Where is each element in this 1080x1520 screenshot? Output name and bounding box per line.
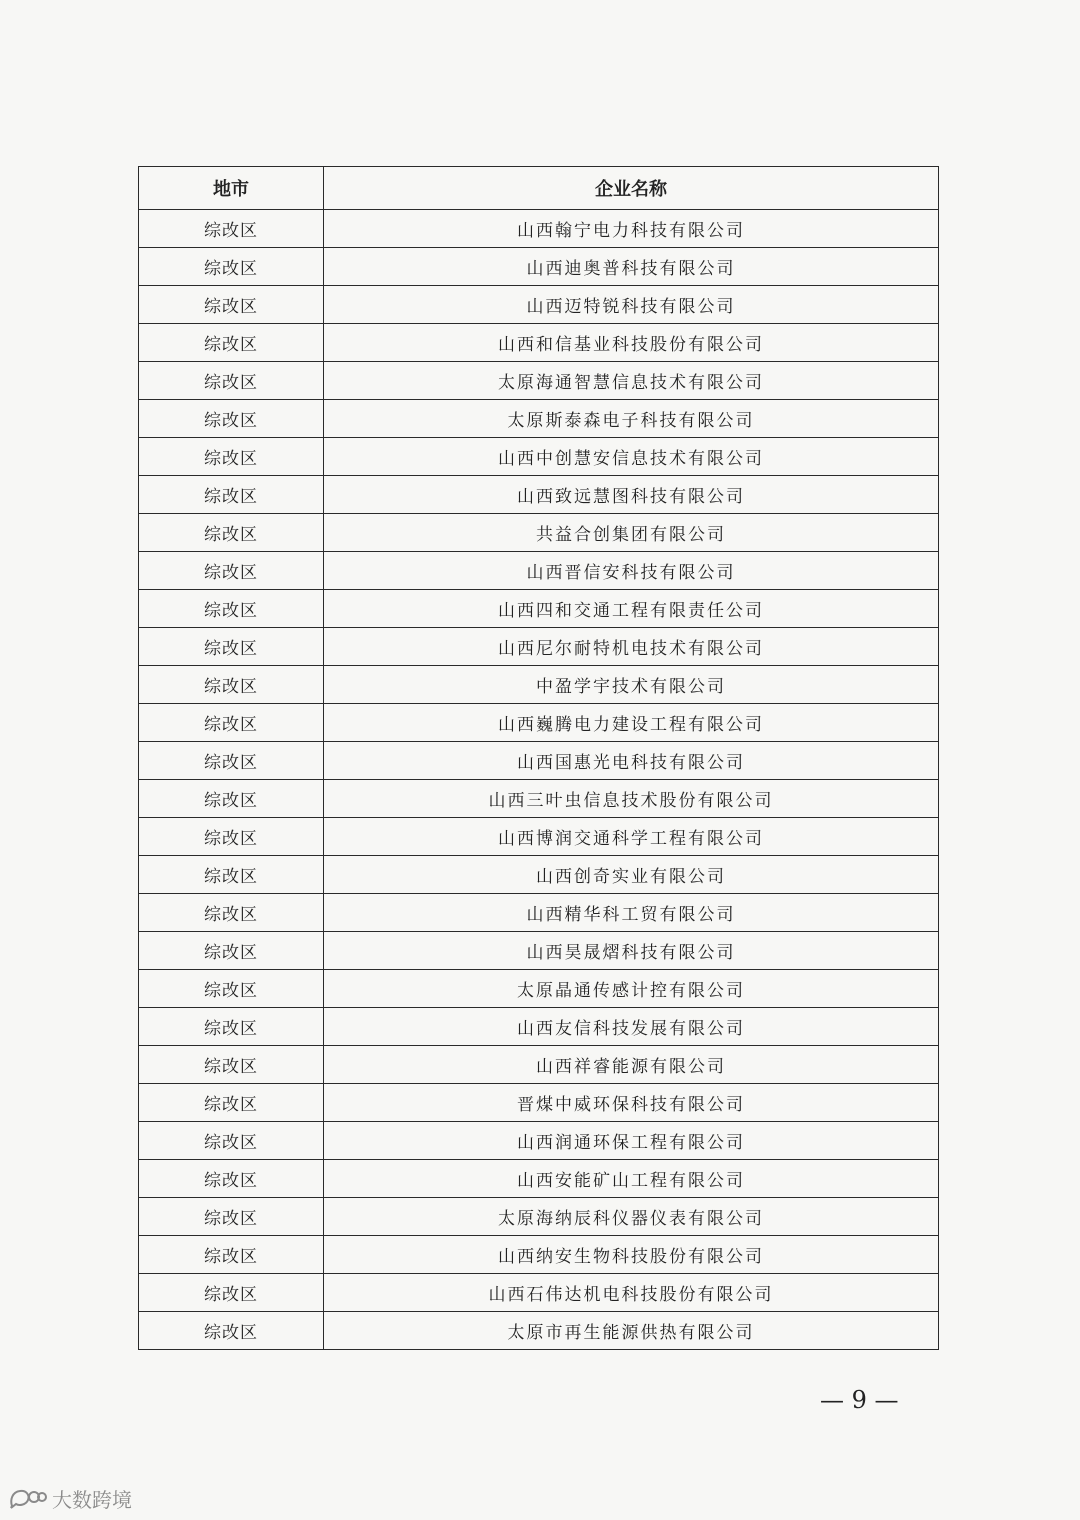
cell-company: 山西尼尔耐特机电技术有限公司: [324, 628, 939, 666]
cell-company: 山西翰宁电力科技有限公司: [324, 210, 939, 248]
page-number: — 9 —: [820, 1386, 899, 1414]
cell-company: 太原晶通传感计控有限公司: [324, 970, 939, 1008]
table-row: [139, 286, 939, 324]
cell-company: 太原海纳辰科仪器仪表有限公司: [324, 1198, 939, 1236]
table-row: [139, 970, 939, 1008]
cell-company: 山西巍腾电力建设工程有限公司: [324, 704, 939, 742]
table-row: [139, 400, 939, 438]
table-row: [139, 362, 939, 400]
cell-company: 山西国惠光电科技有限公司: [324, 742, 939, 780]
table-row: [139, 210, 939, 248]
cell-company: 共益合创集团有限公司: [324, 514, 939, 552]
cell-company: 山西石伟达机电科技股份有限公司: [324, 1274, 939, 1312]
column-header-city: 地市: [139, 167, 324, 210]
watermark-text: 大数跨境: [52, 1488, 132, 1512]
table-row: [139, 856, 939, 894]
table-row: [139, 1084, 939, 1122]
cell-company: 山西致远慧图科技有限公司: [324, 476, 939, 514]
cell-city: 综改区: [139, 818, 324, 856]
cell-city: 综改区: [139, 704, 324, 742]
cell-city: 综改区: [139, 894, 324, 932]
table-row: [139, 552, 939, 590]
table-row: [139, 666, 939, 704]
cell-city: 综改区: [139, 1312, 324, 1350]
cell-city: 综改区: [139, 438, 324, 476]
cell-company: 山西晋信安科技有限公司: [324, 552, 939, 590]
cell-city: 综改区: [139, 476, 324, 514]
cell-city: 综改区: [139, 1122, 324, 1160]
table-row: [139, 818, 939, 856]
cell-city: 综改区: [139, 970, 324, 1008]
cell-city: 综改区: [139, 210, 324, 248]
cell-city: 综改区: [139, 324, 324, 362]
table-row: [139, 324, 939, 362]
cell-city: 综改区: [139, 742, 324, 780]
cell-city: 综改区: [139, 628, 324, 666]
table-row: [139, 894, 939, 932]
cell-city: 综改区: [139, 932, 324, 970]
table-header-row: [139, 167, 939, 210]
cell-city: 综改区: [139, 1236, 324, 1274]
chat-bubble-icon: [8, 1486, 48, 1512]
cell-city: 综改区: [139, 1008, 324, 1046]
cell-company: 山西纳安生物科技股份有限公司: [324, 1236, 939, 1274]
table-row: [139, 1046, 939, 1084]
cell-company: 晋煤中威环保科技有限公司: [324, 1084, 939, 1122]
cell-company: 山西四和交通工程有限责任公司: [324, 590, 939, 628]
table-row: [139, 932, 939, 970]
cell-company: 山西三叶虫信息技术股份有限公司: [324, 780, 939, 818]
cell-city: 综改区: [139, 1084, 324, 1122]
cell-city: 综改区: [139, 248, 324, 286]
table-row: [139, 514, 939, 552]
table-row: [139, 476, 939, 514]
cell-company: 山西润通环保工程有限公司: [324, 1122, 939, 1160]
table-row: [139, 704, 939, 742]
table-row: [139, 248, 939, 286]
cell-city: 综改区: [139, 362, 324, 400]
cell-city: 综改区: [139, 780, 324, 818]
table-row: [139, 1008, 939, 1046]
cell-company: 山西友信科技发展有限公司: [324, 1008, 939, 1046]
cell-company: 山西创奇实业有限公司: [324, 856, 939, 894]
table-row: [139, 1122, 939, 1160]
table-row: [139, 1198, 939, 1236]
table-row: [139, 742, 939, 780]
cell-city: 综改区: [139, 1198, 324, 1236]
cell-company: 太原海通智慧信息技术有限公司: [324, 362, 939, 400]
table-row: [139, 438, 939, 476]
cell-city: 综改区: [139, 666, 324, 704]
cell-city: 综改区: [139, 1160, 324, 1198]
cell-city: 综改区: [139, 590, 324, 628]
cell-city: 综改区: [139, 514, 324, 552]
table-row: [139, 1160, 939, 1198]
enterprise-table: [138, 166, 939, 1350]
cell-company: 太原市再生能源供热有限公司: [324, 1312, 939, 1350]
column-header-company: 企业名称: [324, 167, 939, 210]
cell-city: 综改区: [139, 856, 324, 894]
cell-company: 山西迈特锐科技有限公司: [324, 286, 939, 324]
cell-company: 中盈学宇技术有限公司: [324, 666, 939, 704]
table-row: [139, 628, 939, 666]
cell-company: 山西和信基业科技股份有限公司: [324, 324, 939, 362]
cell-company: 山西祥睿能源有限公司: [324, 1046, 939, 1084]
cell-city: 综改区: [139, 400, 324, 438]
cell-city: 综改区: [139, 286, 324, 324]
cell-city: 综改区: [139, 1274, 324, 1312]
table-row: [139, 1312, 939, 1350]
cell-company: 山西昊晟熠科技有限公司: [324, 932, 939, 970]
cell-city: 综改区: [139, 552, 324, 590]
cell-company: 山西精华科工贸有限公司: [324, 894, 939, 932]
table-row: [139, 1236, 939, 1274]
cell-company: 山西博润交通科学工程有限公司: [324, 818, 939, 856]
cell-company: 山西迪奥普科技有限公司: [324, 248, 939, 286]
table-row: [139, 780, 939, 818]
cell-company: 山西中创慧安信息技术有限公司: [324, 438, 939, 476]
table-row: [139, 590, 939, 628]
cell-company: 山西安能矿山工程有限公司: [324, 1160, 939, 1198]
cell-city: 综改区: [139, 1046, 324, 1084]
watermark: [8, 1484, 132, 1513]
table-row: [139, 1274, 939, 1312]
cell-company: 太原斯泰森电子科技有限公司: [324, 400, 939, 438]
